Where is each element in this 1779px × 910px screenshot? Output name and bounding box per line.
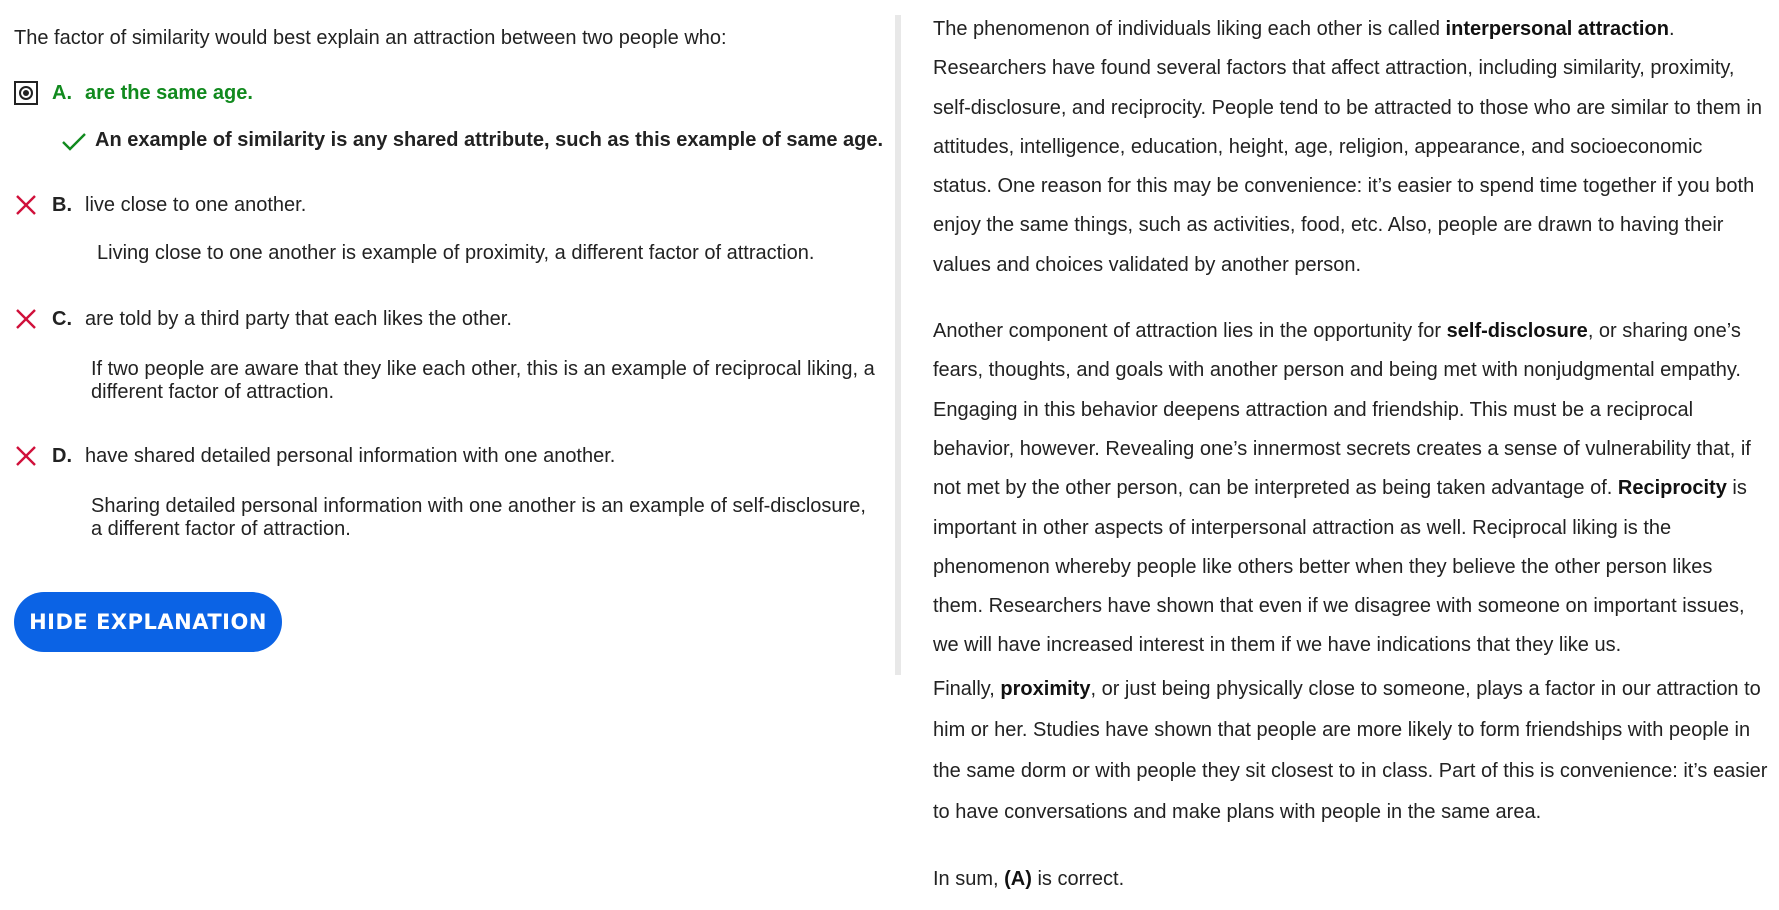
passage-paragraph-2 — [933, 312, 1753, 666]
explanation-passage — [933, 10, 1773, 899]
x-mark-icon — [14, 307, 38, 331]
option-text: are told by a third party that each likes the other. — [85, 307, 512, 330]
passage-bold-term: interpersonal attraction — [1445, 18, 1669, 40]
passage-bold-term: proximity — [1000, 677, 1091, 700]
question-stem: The factor of similarity would best explain an attraction between two people who: — [14, 27, 727, 49]
passage-text: is correct. — [1031, 867, 1125, 890]
option-b[interactable] — [14, 193, 306, 217]
passage-text: The phenomenon of individuals liking each other is called — [933, 18, 1446, 40]
option-a-explanation — [61, 129, 883, 152]
passage-bold-term: (A) — [1004, 867, 1032, 890]
explanation-text: An example of similarity is any shared attribute, such as this example of same age. — [95, 129, 884, 151]
option-b-explanation: Living close to one another is example of proximity, a different factor of attraction. — [97, 242, 815, 264]
passage-paragraph-4 — [933, 860, 1773, 899]
passage-bold-term: self-disclosure — [1446, 320, 1588, 343]
option-text: live close to one another. — [85, 193, 307, 216]
option-c-explanation: If two people are aware that they like each other, this is an example of reciprocal liking, a different factor of attraction. — [91, 358, 875, 403]
option-d[interactable] — [14, 444, 615, 468]
option-c[interactable] — [14, 307, 512, 331]
radio-selected-icon[interactable] — [14, 81, 38, 105]
passage-text: Finally, — [933, 677, 1001, 700]
option-a[interactable] — [14, 81, 253, 105]
passage-text: . Researchers have found several factors that affect attraction, including similarity, proximity, self-disclosure, and reciprocity. People tend to be attracted to those who are similar to them in attitudes, intelligence, education, height, age, religion, appearance, and socioeconomic status. One reason for this may be convenience: it’s easier to spend time together if you both enjoy the same things, such as activities, food, etc. Also, people are drawn to having their values and choices validated by another person. — [933, 18, 1762, 276]
x-mark-icon — [14, 193, 38, 217]
passage-text: Another component of attraction lies in the opportunity for — [933, 320, 1447, 343]
passage-bold-term: Reciprocity — [1617, 477, 1727, 500]
passage-text: , or just being physically close to someone, plays a factor in our attraction to him or her. Studies have shown that people are more likely to form friendships with people in the same dorm or with people they sit closest to in class. Part of this is convenience: it’s easier to have conversations and make plans with people in the same area. — [933, 677, 1768, 823]
panel-divider — [895, 15, 901, 675]
checkmark-icon — [61, 131, 87, 151]
option-letter: A. — [52, 81, 72, 104]
option-letter: B. — [52, 193, 72, 216]
passage-paragraph-3 — [933, 669, 1773, 833]
option-text: have shared detailed personal information with one another. — [85, 444, 616, 467]
passage-text: is important in other aspects of interpersonal attraction as well. Reciprocal liking is the phenomenon whereby people like others better when they believe the other person likes them. Researchers have shown that even if we disagree with someone on important issues, we will have increased interest in them if we have indications that they like us. — [933, 477, 1747, 657]
option-text: are the same age. — [85, 81, 253, 104]
passage-text: In sum, — [933, 867, 1005, 890]
x-mark-icon — [14, 444, 38, 468]
passage-text: , or sharing one’s fears, thoughts, and goals with another person and being met with nonjudgmental empathy. Engaging in this behavior deepens attraction and friendship. This must be a reciprocal behavior, however. Revealing one’s innermost secrets creates a sense of vulnerability that, if not met by the other person, can be interpreted as being taken advantage of. — [933, 320, 1751, 500]
hide-explanation-button[interactable]: HIDE EXPLANATION — [14, 592, 282, 652]
option-d-explanation: Sharing detailed personal information with one another is an example of self-disclosure, a different factor of attraction. — [91, 495, 866, 540]
option-letter: C. — [52, 307, 72, 330]
passage-paragraph-1 — [933, 10, 1763, 285]
option-letter: D. — [52, 444, 72, 467]
